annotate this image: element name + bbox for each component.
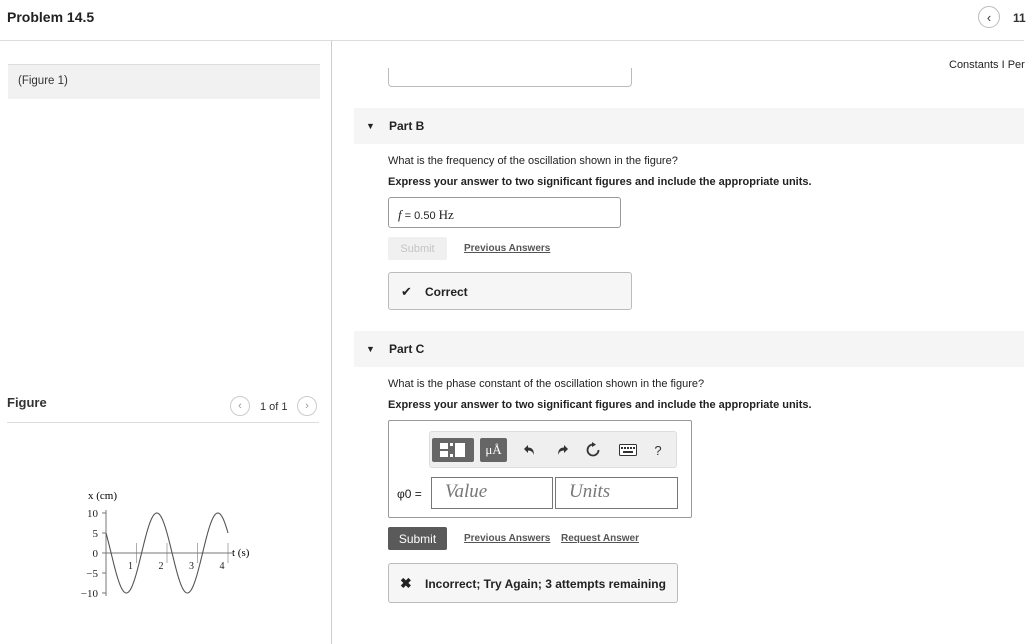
x-tick-label: 4	[219, 561, 225, 572]
templates-icon[interactable]	[432, 438, 474, 462]
x-tick-label: 1	[128, 561, 133, 572]
x-axis-label: t (s)	[232, 547, 250, 559]
figure-link[interactable]: (Figure 1)	[18, 75, 68, 87]
answer-unit: Hz	[438, 207, 454, 222]
part-b-instruction: Express your answer to two significant figures and include the appropriate units.	[388, 176, 812, 188]
figure-heading: Figure	[7, 395, 47, 410]
collapse-caret-icon[interactable]: ▼	[366, 344, 375, 354]
panel-divider	[331, 41, 332, 644]
reset-icon[interactable]	[583, 438, 603, 462]
help-icon[interactable]: ?	[654, 442, 662, 458]
request-answer-link[interactable]: Request Answer	[561, 533, 639, 544]
check-icon: ✔	[401, 284, 412, 299]
units-symbol-icon[interactable]: μÅ	[480, 438, 507, 462]
part-c-previous-answers-link[interactable]: Previous Answers	[464, 533, 551, 544]
previous-part-box	[388, 68, 632, 87]
y-axis-label: x (cm)	[88, 490, 118, 502]
part-b-answer	[398, 207, 454, 223]
part-c-question: What is the phase constant of the oscillation shown in the figure?	[388, 378, 705, 390]
answer-variable: f	[398, 207, 402, 222]
collapse-caret-icon[interactable]: ▼	[366, 121, 375, 131]
y-tick-label: 5	[92, 528, 98, 540]
part-b-title: Part B	[389, 119, 425, 133]
keyboard-icon[interactable]	[617, 438, 639, 462]
part-b-answer-field[interactable]	[388, 197, 621, 228]
answer-value: 0.50	[414, 210, 436, 222]
figure-divider	[7, 422, 319, 423]
correct-text: Correct	[425, 285, 468, 299]
redo-icon[interactable]	[552, 438, 572, 462]
math-toolbar	[429, 431, 677, 468]
part-c-feedback	[388, 563, 678, 603]
part-b-header[interactable]	[354, 108, 1024, 144]
top-bar	[0, 0, 1024, 41]
oscillation-chart	[70, 485, 270, 610]
y-tick-label: 0	[92, 548, 98, 560]
part-c-title: Part C	[389, 342, 425, 356]
x-icon: ✖	[400, 575, 412, 591]
incorrect-text: Incorrect; Try Again; 3 attempts remaining	[425, 577, 666, 591]
part-b-submit-button[interactable]: Submit	[388, 237, 447, 260]
problem-counter: 11	[1013, 11, 1026, 25]
x-tick-label: 2	[158, 561, 164, 572]
part-c-instruction: Express your answer to two significant figures and include the appropriate units.	[388, 399, 812, 411]
part-b-previous-answers-link[interactable]: Previous Answers	[464, 243, 551, 254]
figure-next-icon[interactable]: ›	[297, 396, 317, 416]
figure-prev-icon[interactable]: ‹	[230, 396, 250, 416]
oscillation-graph	[70, 485, 270, 615]
figure-pager: 1 of 1	[260, 401, 288, 413]
answer-editor	[388, 420, 692, 518]
answer-equals: =	[401, 210, 415, 222]
y-tick-label: −10	[80, 588, 98, 600]
undo-icon[interactable]	[520, 438, 540, 462]
x-tick-label: 3	[189, 561, 194, 572]
part-b-feedback	[388, 272, 632, 310]
figure-link-row[interactable]	[8, 64, 320, 99]
part-b-question: What is the frequency of the oscillation shown in the figure?	[388, 155, 678, 167]
chevron-left-icon[interactable]: ‹	[978, 6, 1000, 28]
value-input[interactable]: Value	[431, 477, 553, 509]
y-tick-label: −5	[86, 568, 98, 580]
part-c-submit-button[interactable]: Submit	[388, 527, 447, 550]
page-title: Problem 14.5	[7, 9, 95, 25]
y-tick-label: 10	[87, 508, 98, 520]
constants-link[interactable]: Constants I Per	[949, 59, 1025, 71]
units-input[interactable]: Units	[555, 477, 678, 509]
phi-label: φ0 =	[397, 487, 422, 501]
part-c-header[interactable]	[354, 331, 1024, 367]
